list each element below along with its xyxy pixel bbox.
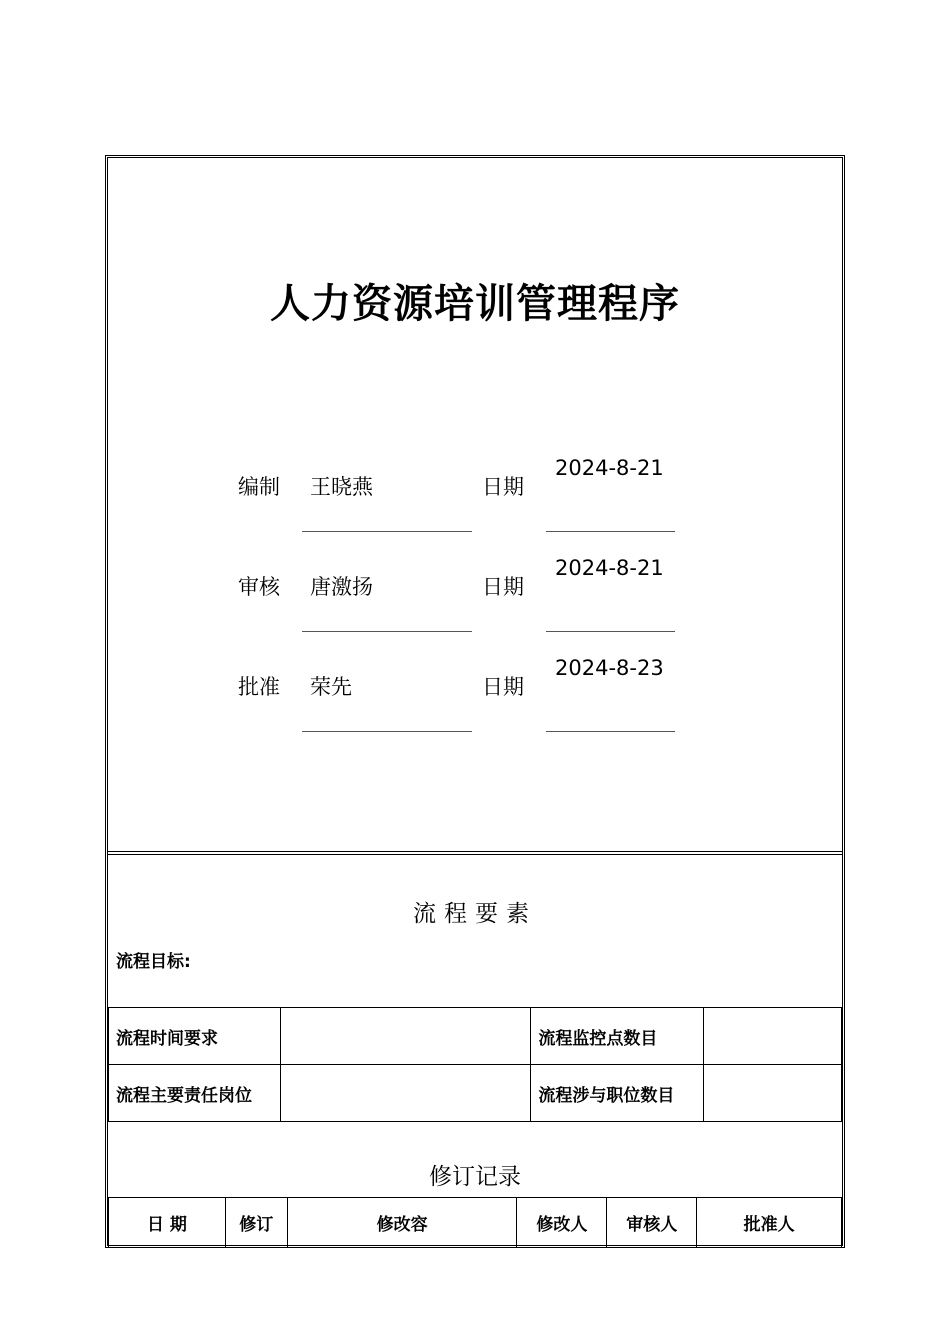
- section-divider: [108, 851, 842, 855]
- monitor-points-label: 流程监控点数目: [531, 1008, 704, 1065]
- name-underline: [302, 531, 472, 532]
- time-requirement-label: 流程时间要求: [109, 1008, 281, 1065]
- signoff-date-label: 日期: [482, 575, 524, 599]
- responsible-post-label: 流程主要责任岗位: [109, 1065, 281, 1122]
- table-row: [109, 1065, 842, 1122]
- signoff-date: 2024-8-23: [555, 656, 664, 680]
- signoff-role: 编制: [238, 475, 280, 499]
- column-header-date: 日 期: [109, 1198, 226, 1248]
- signoff-name: 唐激扬: [310, 575, 373, 599]
- date-underline: [546, 531, 675, 532]
- document-title: 人力资源培训管理程序: [270, 281, 680, 327]
- time-requirement-value: [280, 1008, 531, 1065]
- signoff-row-reviewed: [0, 533, 950, 633]
- date-underline: [546, 631, 675, 632]
- table-header-row: [109, 1198, 842, 1248]
- column-header-approver: 批准人: [697, 1198, 842, 1248]
- signoff-name: 荣先: [310, 675, 352, 699]
- signoff-role: 批准: [238, 675, 280, 699]
- signoff-row-compiled: [0, 433, 950, 533]
- signoff-date-label: 日期: [482, 475, 524, 499]
- table-row: [109, 1008, 842, 1065]
- positions-count-value: [704, 1065, 842, 1122]
- signoff-row-approved: [0, 633, 950, 733]
- positions-count-label: 流程涉与职位数目: [531, 1065, 704, 1122]
- elements-title: 流程要素: [413, 901, 537, 927]
- name-underline: [302, 731, 472, 732]
- date-underline: [546, 731, 675, 732]
- signoff-date-label: 日期: [482, 675, 524, 699]
- column-header-revision: 修订: [225, 1198, 287, 1248]
- goal-label: 流程目标:: [116, 952, 191, 972]
- signoff-role: 审核: [238, 575, 280, 599]
- elements-table: [108, 1007, 842, 1122]
- signoff-date: 2024-8-21: [555, 456, 664, 480]
- column-header-content: 修改容: [287, 1198, 517, 1248]
- revision-table: [108, 1197, 842, 1248]
- signoff-date: 2024-8-21: [555, 556, 664, 580]
- revision-title: 修订记录: [429, 1164, 521, 1190]
- monitor-points-value: [704, 1008, 842, 1065]
- signoff-name: 王晓燕: [310, 475, 373, 499]
- column-header-reviewer: 审核人: [607, 1198, 697, 1248]
- name-underline: [302, 631, 472, 632]
- column-header-modifier: 修改人: [517, 1198, 607, 1248]
- responsible-post-value: [280, 1065, 531, 1122]
